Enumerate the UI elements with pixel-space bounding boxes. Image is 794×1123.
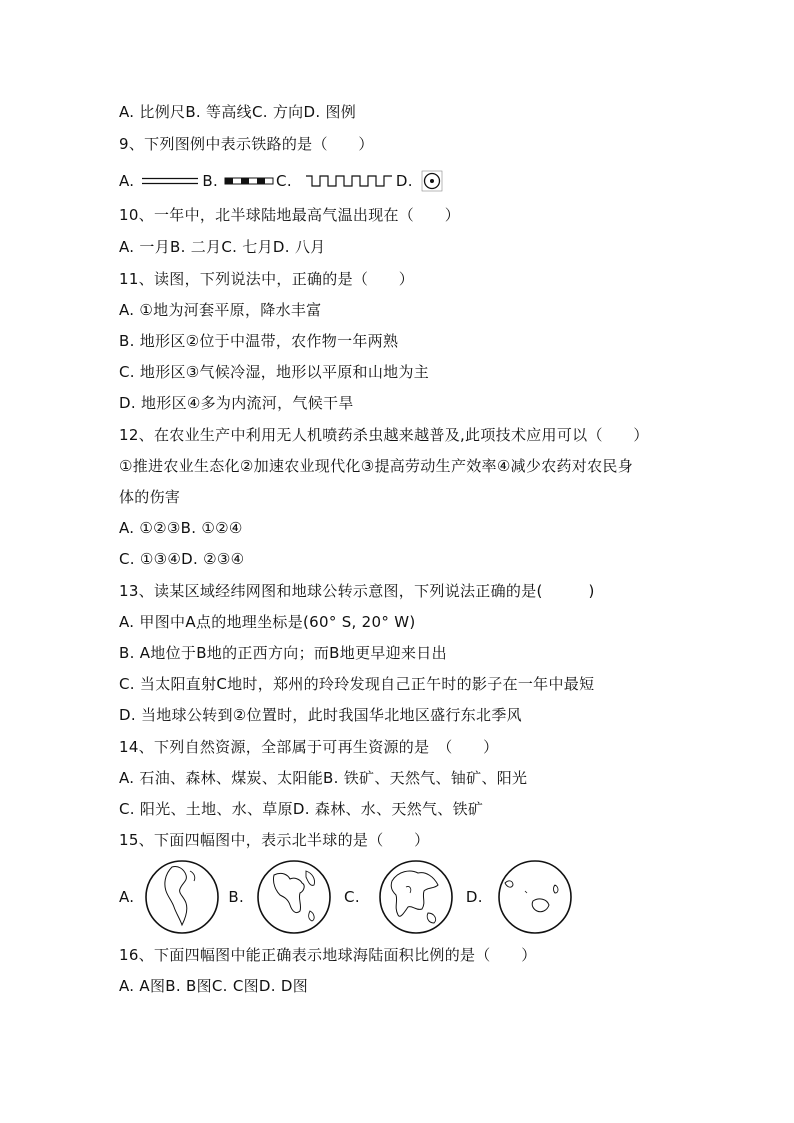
q9-option-b-label: B. xyxy=(202,172,219,190)
q13-option-a: A. 甲图中A点的地理坐标是(60° S, 20° W) xyxy=(119,613,416,631)
q12-options-ab: A. ①②③B. ①②④ xyxy=(119,519,243,537)
q15-options xyxy=(119,858,575,936)
q9-option-b xyxy=(202,171,276,191)
q11-option-d: D. 地形区④多为内流河，气候干旱 xyxy=(119,394,354,412)
q15-option-a-label: A. xyxy=(119,888,135,906)
q13-stem: 13、读某区域经纬网图和地球公转示意图，下列说法正确的是( ) xyxy=(119,582,595,600)
q12-statements-cont: 体的伤害 xyxy=(119,488,181,506)
q9-stem: 9、下列图例中表示铁路的是（ ） xyxy=(119,135,374,153)
circle-dot-symbol-icon xyxy=(421,170,443,192)
q14-stem: 14、下列自然资源，全部属于可再生资源的是 （ ） xyxy=(119,738,499,756)
q8-options: A. 比例尺B. 等高线C. 方向D. 图例 xyxy=(119,103,357,121)
q11-option-b: B. 地形区②位于中温带，农作物一年两熟 xyxy=(119,332,399,350)
q15-option-c-label: C. xyxy=(344,888,360,906)
q13-option-d: D. 当地球公转到②位置时，此时我国华北地区盛行东北季风 xyxy=(119,706,522,724)
globe-pacific-icon xyxy=(495,857,575,937)
q10-options: A. 一月B. 二月C. 七月D. 八月 xyxy=(119,238,326,256)
q15-option-d-label: D. xyxy=(465,888,483,906)
q9-option-d-label: D. xyxy=(395,172,413,190)
q11-option-c: C. 地形区③气候冷湿，地形以平原和山地为主 xyxy=(119,363,430,381)
q13-option-b: B. A地位于B地的正西方向；而B地更早迎来日出 xyxy=(119,644,447,662)
double-line-symbol-icon xyxy=(140,174,202,188)
q15-option-d xyxy=(466,857,575,937)
q9-option-a-label: A. xyxy=(119,172,135,190)
globe-africa-icon xyxy=(254,857,334,937)
q15-option-c xyxy=(344,857,456,937)
q12-statements: ①推进农业生态化②加速农业现代化③提高劳动生产效率④减少农药对农民身 xyxy=(119,457,633,475)
q15-option-b xyxy=(228,857,334,937)
q15-option-a xyxy=(119,857,222,937)
q12-options-cd: C. ①③④D. ②③④ xyxy=(119,550,245,568)
q9-option-a xyxy=(119,171,202,191)
q15-stem: 15、下面四幅图中，表示北半球的是（ ） xyxy=(119,831,430,849)
q16-options: A. A图B. B图C. C图D. D图 xyxy=(119,977,309,995)
q9-option-d xyxy=(396,170,443,192)
q9-options xyxy=(119,170,443,192)
railway-symbol-icon xyxy=(224,174,276,188)
q15-option-b-label: B. xyxy=(228,888,245,906)
q16-stem: 16、下面四幅图中能正确表示地球海陆面积比例的是（ ） xyxy=(119,946,537,964)
q14-options-ab: A. 石油、森林、煤炭、太阳能B. 铁矿、天然气、铀矿、阳光 xyxy=(119,769,528,787)
q12-stem: 12、在农业生产中利用无人机喷药杀虫越来越普及,此项技术应用可以（ ） xyxy=(119,426,649,444)
q13-option-c: C. 当太阳直射C地时，郑州的玲玲发现自己正午时的影子在一年中最短 xyxy=(119,675,595,693)
q11-option-a: A. ①地为河套平原，降水丰富 xyxy=(119,301,322,319)
q10-stem: 10、一年中，北半球陆地最高气温出现在（ ） xyxy=(119,206,460,224)
q9-option-c xyxy=(276,171,396,191)
globe-asia-icon xyxy=(376,857,456,937)
wall-symbol-icon xyxy=(306,173,396,189)
globe-americas-icon xyxy=(142,857,222,937)
q11-stem: 11、读图，下列说法中，正确的是（ ） xyxy=(119,270,415,288)
q9-option-c-label: C. xyxy=(276,172,292,190)
q14-options-cd: C. 阳光、土地、水、草原D. 森林、水、天然气、铁矿 xyxy=(119,800,484,818)
